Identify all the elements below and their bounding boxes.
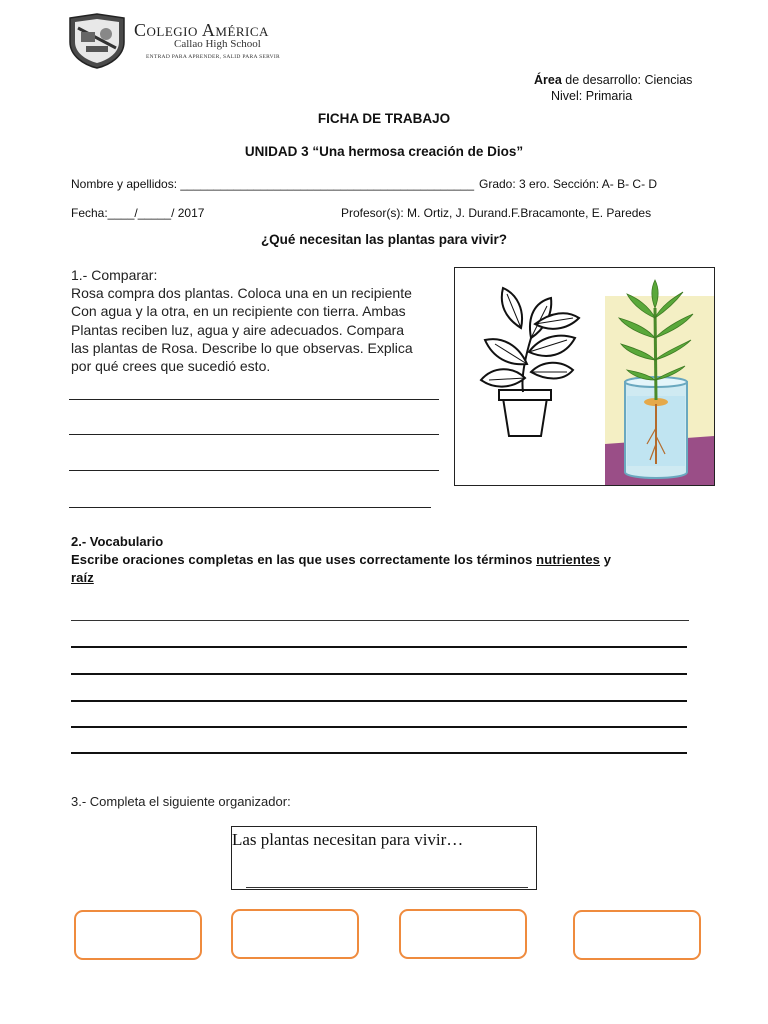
term-nutrientes: nutrientes bbox=[536, 552, 601, 567]
school-name: Colegio América bbox=[134, 20, 269, 40]
organizer-box-1[interactable] bbox=[74, 910, 202, 960]
area-label: Área bbox=[534, 73, 562, 87]
organizer-box-4[interactable] bbox=[573, 910, 701, 960]
section3-instruction: 3.- Completa el siguiente organizador: bbox=[71, 794, 291, 809]
answer-line[interactable] bbox=[69, 434, 439, 435]
school-motto: ENTRAD PARA APRENDER, SALID PARA SERVIR bbox=[146, 54, 281, 60]
writing-line[interactable] bbox=[71, 726, 687, 728]
term-connector: y bbox=[600, 552, 612, 567]
organizer-box-2[interactable] bbox=[231, 909, 359, 959]
answer-line[interactable] bbox=[69, 470, 439, 471]
organizer-box-3[interactable] bbox=[399, 909, 527, 959]
writing-line[interactable] bbox=[71, 620, 689, 621]
writing-line[interactable] bbox=[71, 646, 687, 648]
writing-line[interactable] bbox=[71, 700, 687, 702]
plants-drawing bbox=[455, 268, 714, 485]
section2-instruction bbox=[71, 551, 701, 587]
organizer-title: Las plantas necesitan para vivir… bbox=[232, 830, 464, 849]
school-logo bbox=[66, 12, 306, 70]
area-value: de desarrollo: Ciencias bbox=[561, 73, 693, 87]
nivel-line: Nivel: Primaria bbox=[551, 89, 633, 103]
area-line bbox=[534, 73, 692, 87]
section2-heading: 2.- Vocabulario bbox=[71, 534, 164, 549]
writing-line[interactable] bbox=[71, 673, 687, 675]
main-question: ¿Qué necesitan las plantas para vivir? bbox=[260, 232, 508, 247]
writing-line[interactable] bbox=[71, 752, 687, 754]
plants-illustration bbox=[454, 267, 715, 486]
school-subtitle: Callao High School bbox=[174, 38, 261, 50]
nombre-field: Nombre y apellidos: ____________________________________________ bbox=[71, 177, 475, 191]
answer-line[interactable] bbox=[69, 507, 431, 508]
unidad-title: UNIDAD 3 “Una hermosa creación de Dios” bbox=[244, 144, 524, 159]
answer-line[interactable] bbox=[69, 399, 439, 400]
fecha-field: Fecha:____/_____/ 2017 bbox=[71, 206, 205, 220]
section1-text: 1.- Comparar: Rosa compra dos plantas. Coloca una en un recipiente Con agua y la otra, en un recipiente con tierra. Ambas Plantas reciben luz, agua y aire adecuados. Compara las plantas de Rosa. Describe lo que observas. Explica por qué crees que sucedió esto. bbox=[71, 267, 413, 375]
grado-field: Grado: 3 ero. Sección: A- B- C- D bbox=[479, 177, 658, 191]
organizer-underline bbox=[246, 887, 528, 888]
term-raiz: raíz bbox=[71, 570, 94, 585]
profesor-field: Profesor(s): M. Ortiz, J. Durand.F.Bracamonte, E. Paredes bbox=[341, 206, 652, 220]
section2-instruction-start: Escribe oraciones completas en las que uses correctamente los términos bbox=[71, 552, 537, 567]
school-crest-icon bbox=[66, 12, 128, 70]
ficha-title: FICHA DE TRABAJO bbox=[317, 111, 451, 126]
